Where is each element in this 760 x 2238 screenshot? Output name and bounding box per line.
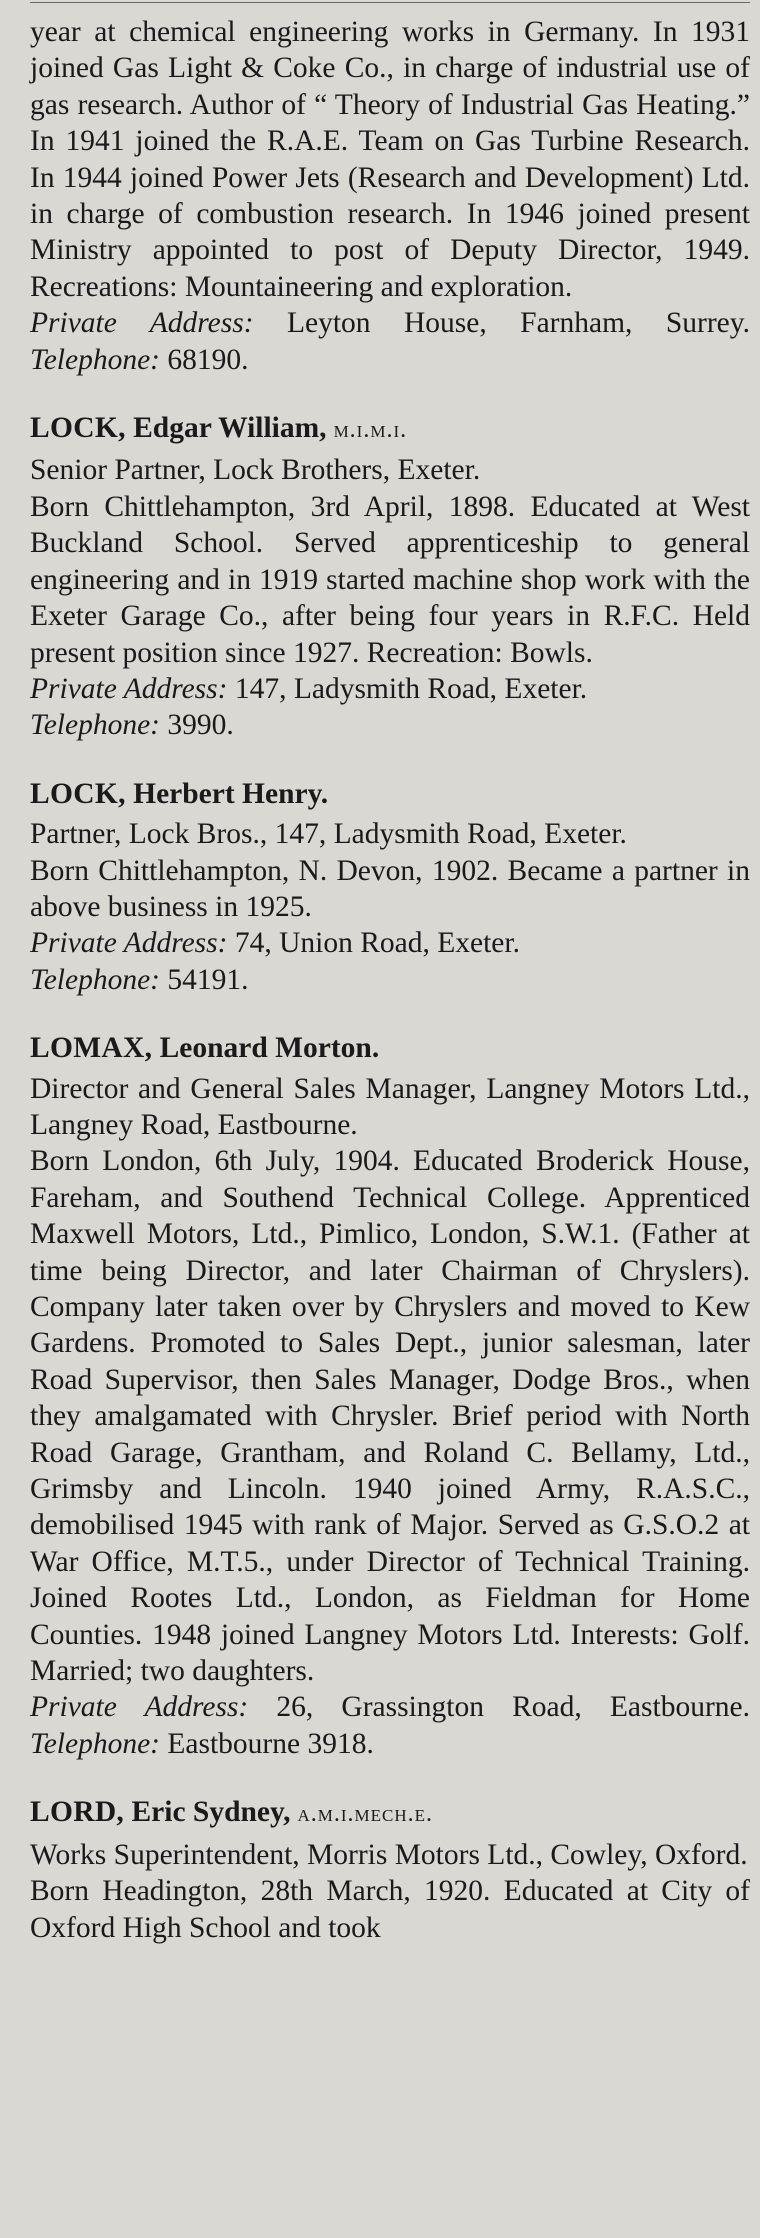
entry-telephone (30, 707, 750, 743)
private-address-label: Private Address: (30, 927, 228, 960)
private-address-value: Leyton House, Farnham, Surrey. (253, 307, 750, 340)
entry-lomax-leonard-morton (30, 1030, 750, 1762)
telephone-value: 3990. (160, 709, 234, 742)
entry-private-address (30, 1689, 750, 1762)
entry-heading (30, 1794, 750, 1832)
telephone-label: Telephone: (30, 963, 160, 996)
entry-continuation (30, 14, 750, 378)
entry-telephone (30, 962, 750, 998)
entry-lock-edgar-william (30, 410, 750, 744)
private-address-value: 147, Ladysmith Road, Exeter. (227, 672, 588, 705)
entry-bio: Born Headington, 28th March, 1920. Educated at City of Oxford High School and took (30, 1875, 750, 1944)
entry-surname: LOCK, (30, 412, 126, 445)
entry-private-address (30, 925, 750, 961)
telephone-label: Telephone: (30, 709, 160, 742)
entry-private-address (30, 671, 750, 707)
entry-heading (30, 776, 750, 812)
bio-text: year at chemical engineering works in Germany. In 1931 joined Gas Light & Coke Co., in charge of industrial use of gas research. Author of “ Theory of Industrial Gas Heating.” In 1941 joined the R.A.E. Team on Gas Turbine Research. In 1944 joined Power Jets (Research and Development) Ltd. in charge of combustion research. In 1946 joined present Ministry appointed to post of Deputy Director, 1949. Recreations: Mountaineering and exploration. (30, 16, 750, 303)
telephone-value: 68190. (160, 343, 249, 376)
top-rule (30, 2, 750, 3)
entry-heading (30, 1030, 750, 1066)
entry-qualifications: m.i.m.i. (326, 417, 408, 444)
entry-given-names: Eric Sydney, (124, 1796, 291, 1829)
text-column (30, 14, 750, 1946)
entry-given-names: Leonard Morton. (152, 1032, 380, 1065)
entry-surname: LORD, (30, 1796, 125, 1829)
entry-bio: Born London, 6th July, 1904. Educated Broderick House, Fareham, and Southend Technical College. Apprenticed Maxwell Motors, Ltd., Pimlico, London, S.W.1. (Father at time being Director, and later Chairman of Chryslers). Company later taken over by Chryslers and moved to Kew Gardens. Promoted to Sales Dept., junior salesman, later Road Supervisor, then Sales Manager, Dodge Bros., when they amalgamated with Chrysler. Brief period with North Road Garage, Grantham, and Roland C. Bellamy, Ltd., Grimsby and Lincoln. 1940 joined Army, R.A.S.C., demobilised 1945 with rank of Major. Served as G.S.O.2 at War Office, M.T.5., under Director of Technical Training. Joined Rootes Ltd., London, as Fieldman for Home Counties. 1948 joined Langney Motors Ltd. Interests: Golf. Married; two daughters. (30, 1145, 750, 1688)
private-address (30, 305, 750, 378)
private-address-value: 26, Grassington Road, Eastbourne. (248, 1691, 750, 1724)
entry-position: Senior Partner, Lock Brothers, Exeter. (30, 454, 481, 487)
entry-given-names: Edgar William, (125, 412, 327, 445)
entry-bio: Born Chittlehampton, 3rd April, 1898. Educated at West Buckland School. Served apprenticeship to general engineering and in 1919 started machine shop work with the Exeter Garage Co., after being four years in R.F.C. Held present position since 1927. Recreation: Bowls. (30, 490, 750, 669)
private-address-label: Private Address: (30, 1691, 249, 1724)
telephone-label: Telephone: (30, 1727, 160, 1760)
telephone-value: Eastbourne 3918. (160, 1727, 374, 1760)
entry-surname: LOCK, (30, 777, 126, 810)
entry-bio: Born Chittlehampton, N. Devon, 1902. Became a partner in above business in 1925. (30, 854, 750, 923)
entry-lock-herbert-henry (30, 776, 750, 998)
telephone-value: 54191. (160, 963, 249, 996)
private-address-value: 74, Union Road, Exeter. (227, 927, 520, 960)
entry-lord-eric-sydney (30, 1794, 750, 1946)
private-address-label: Private Address: (30, 307, 254, 340)
entry-position: Works Superintendent, Morris Motors Ltd., Cowley, Oxford. (30, 1838, 748, 1871)
entry-qualifications: a.m.i.mech.e. (290, 1801, 434, 1828)
telephone-label: Telephone: (30, 343, 160, 376)
entry-position: Director and General Sales Manager, Langney Motors Ltd., Langney Road, Eastbourne. (30, 1072, 750, 1141)
entry-given-names: Herbert Henry. (125, 777, 329, 810)
entry-position: Partner, Lock Bros., 147, Ladysmith Road, Exeter. (30, 818, 627, 851)
entry-heading (30, 410, 750, 448)
private-address-label: Private Address: (30, 672, 228, 705)
entry-surname: LOMAX, (30, 1032, 153, 1065)
